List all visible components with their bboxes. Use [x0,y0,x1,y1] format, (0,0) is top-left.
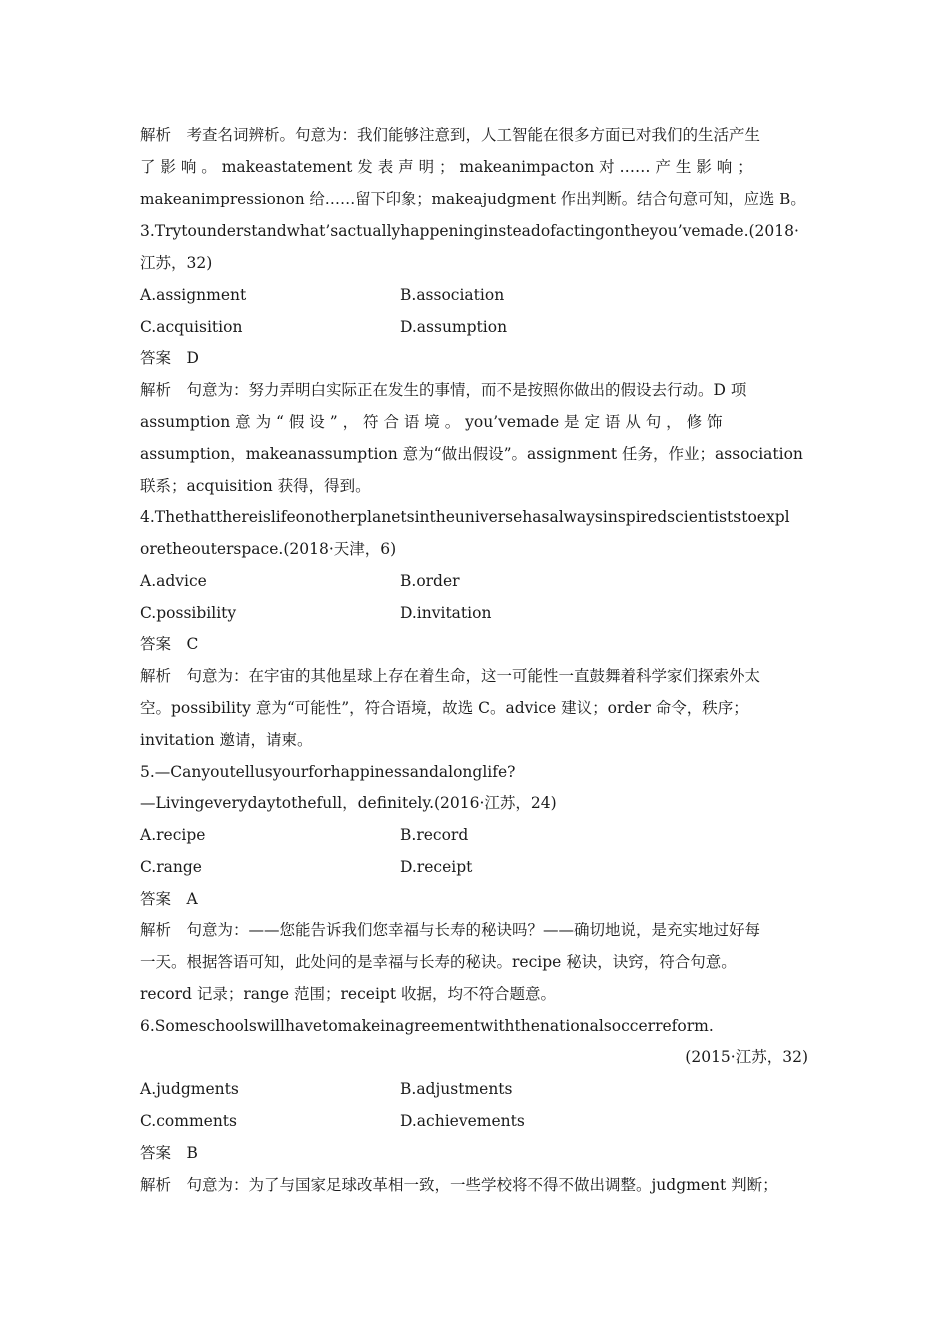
explanation-q3-line3: assumption，makeanassumption 意为“做出假设”。assignment 任务，作业；association [140,445,803,463]
explanation-q3-line4: 联系；acquisition 获得，得到。 [140,477,371,495]
explanation-q2-line2: 了 影 响 。 makeastatement 发 表 声 明 ； makeanimpacton 对 …… 产 生 影 响 ； [140,158,753,176]
answer-q5: 答案 A [140,890,198,908]
option-5c: C.range [140,858,202,876]
question-3-stem: 3.Trytounderstandwhat’sactuallyhappeninginsteadofactingontheyou’vemade.(2018· [140,222,799,240]
explanation-q4-line1: 解析 句意为：在宇宙的其他星球上存在着生命，这一可能性一直鼓舞着科学家们探索外太 [140,667,761,685]
question-6-stem: 6.Someschoolswillhavetomakeinagreementwiththenationalsoccerreform. [140,1017,714,1035]
option-4d: D.invitation [400,604,492,622]
option-4c: C.possibility [140,604,237,622]
answer-q4: 答案 C [140,635,199,653]
explanation-q4-line2: 空。possibility 意为“可能性”，符合语境，故选 C。advice 建议；order 命令，秩序； [140,699,749,717]
option-4a: A.advice [140,572,207,590]
explanation-q3-line2: assumption 意 为 “ 假 设 ” ， 符 合 语 境 。 you’vemade 是 定 语 从 句 ， 修 饰 [140,413,723,431]
option-6c: C.comments [140,1112,237,1130]
option-6a: A.judgments [140,1080,239,1098]
option-5d: D.receipt [400,858,473,876]
explanation-q3-line1: 解析 句意为：努力弄明白实际正在发生的事情，而不是按照你做出的假设去行动。D 项 [140,381,747,399]
explanation-q5-line1: 解析 句意为：——您能告诉我们您幸福与长寿的秘诀吗？——确切地说，是充实地过好每 [140,921,761,939]
option-3b: B.association [400,286,505,304]
option-4b: B.order [400,572,460,590]
option-6d: D.achievements [400,1112,525,1130]
question-4-source: oretheouterspace.(2018·天津，6) [140,540,397,558]
explanation-q2-line3: makeanimpressionon 给……留下印象；makeajudgment 作出判断。结合句意可知，应选 B。 [140,190,806,208]
question-6-source: (2015·江苏，32) [685,1048,808,1066]
explanation-q5-line2: 一天。根据答语可知，此处问的是幸福与长寿的秘诀。recipe 秘诀，诀窍，符合句意。 [140,953,737,971]
question-5-reply: —Livingeverydaytothefull，definitely.(2016·江苏，24) [140,794,557,812]
answer-q6: 答案 B [140,1144,198,1162]
explanation-q4-line3: invitation 邀请，请柬。 [140,731,313,749]
option-5a: A.recipe [140,826,206,844]
question-5-stem: 5.—Canyoutellusyourforhappinessandalonglife? [140,763,516,781]
option-3c: C.acquisition [140,318,243,336]
explanation-q6-line1: 解析 句意为：为了与国家足球改革相一致，一些学校将不得不做出调整。judgment 判断； [140,1176,778,1194]
option-5b: B.record [400,826,469,844]
question-4-stem: 4.Thethatthereislifeonotherplanetsintheuniversehasalwaysinspiredscientiststoexpl [140,508,790,526]
explanation-q5-line3: record 记录；range 范围；receipt 收据，均不符合题意。 [140,985,556,1003]
explanation-q2-line1: 解析 考查名词辨析。句意为：我们能够注意到，人工智能在很多方面已对我们的生活产生 [140,126,761,144]
option-3d: D.assumption [400,318,508,336]
option-6b: B.adjustments [400,1080,513,1098]
answer-q3: 答案 D [140,349,199,367]
option-3a: A.assignment [140,286,247,304]
question-3-source: 江苏，32) [140,254,213,272]
